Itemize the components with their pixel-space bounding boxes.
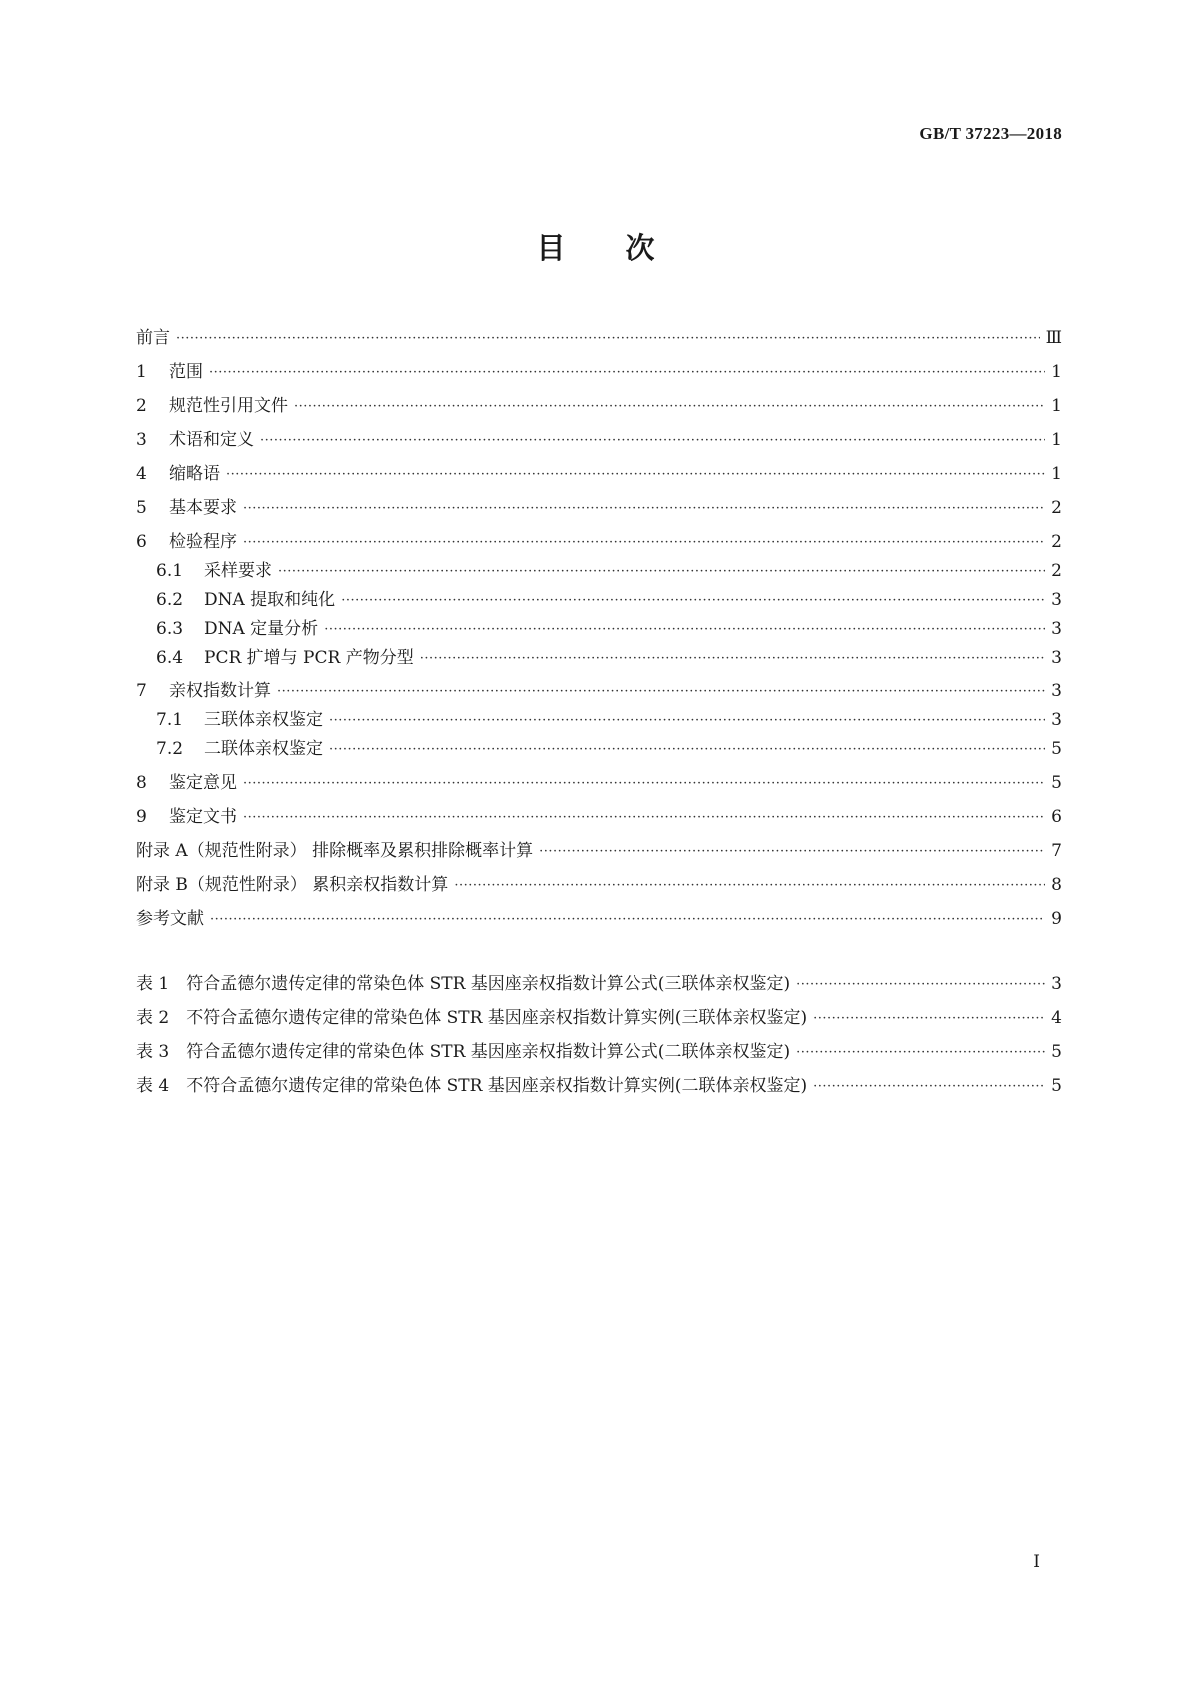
toc-label: 参考文献 [136,909,204,929]
dot-leader [277,681,1045,703]
toc-number: 7.2 [156,739,184,759]
toc-label: 检验程序 [169,532,237,552]
toc-number: 7 [136,681,147,701]
toc-number: 6.4 [156,648,184,668]
toc-number: 7.1 [156,710,184,730]
toc-page: 7 [1051,841,1062,861]
page-title: 目次 [536,231,715,265]
toc-page: 1 [1051,362,1062,382]
toc-number: 4 [136,464,147,484]
toc-number: 6.2 [156,590,184,610]
table-list-label: 表 4 不符合孟德尔遗传定律的常染色体 STR 基因座亲权指数计算实例(二联体亲权鉴定) [136,1076,808,1096]
standard-number: GB/T 37223—2018 [919,124,1062,143]
table-list-entry-3[interactable] [136,1040,1062,1064]
toc-page: 3 [1051,681,1062,701]
toc-label: 二联体亲权鉴定 [204,739,323,759]
dot-leader [813,1008,1045,1030]
toc-label: 亲权指数计算 [169,681,271,701]
toc-entry-4[interactable] [136,462,1062,486]
toc-page: 2 [1051,532,1062,552]
toc-label: 鉴定文书 [169,807,237,827]
table-list-page: 4 [1051,1008,1062,1028]
table-list-entry-1[interactable] [136,972,1062,996]
toc-entry-appendix-a[interactable] [136,839,1062,863]
toc-entry-7-2[interactable] [156,737,1062,761]
toc-page: 9 [1051,909,1062,929]
toc-entry-6[interactable] [136,530,1062,554]
dot-leader [210,909,1045,931]
dot-leader [329,710,1045,732]
toc-page: 3 [1051,619,1062,639]
toc-page: 6 [1051,807,1062,827]
toc-number: 1 [136,362,147,382]
toc-entry-8[interactable] [136,771,1062,795]
toc-page: 5 [1051,739,1062,759]
dot-leader [539,841,1045,863]
toc-page: 1 [1051,430,1062,450]
toc-label: 附录 A（规范性附录） 排除概率及累积排除概率计算 [136,841,534,861]
dot-leader [420,648,1045,670]
toc-entry-7[interactable] [136,679,1062,703]
toc-entry-foreword[interactable] [136,326,1062,350]
toc-label: 采样要求 [204,561,272,581]
toc-label: 基本要求 [169,498,237,518]
toc-number: 2 [136,396,147,416]
toc-entry-1[interactable] [136,360,1062,384]
table-list-label: 表 1 符合孟德尔遗传定律的常染色体 STR 基因座亲权指数计算公式(三联体亲权鉴定) [136,974,791,994]
toc-page: 3 [1051,710,1062,730]
toc-page: 3 [1051,648,1062,668]
toc-number: 6.1 [156,561,184,581]
toc-page: 2 [1051,498,1062,518]
toc-page: 3 [1051,590,1062,610]
toc-number: 9 [136,807,147,827]
dot-leader [176,328,1040,350]
toc-number: 5 [136,498,147,518]
toc-entry-7-1[interactable] [156,708,1062,732]
toc-number: 6.3 [156,619,184,639]
toc-entry-6-1[interactable] [156,559,1062,583]
dot-leader [796,1042,1045,1064]
dot-leader [243,532,1045,554]
toc-page: 1 [1051,464,1062,484]
toc-number: 6 [136,532,147,552]
dot-leader [278,561,1045,583]
toc-entry-3[interactable] [136,428,1062,452]
toc-entry-6-4[interactable] [156,646,1062,670]
toc-label: 缩略语 [169,464,220,484]
toc-number: 8 [136,773,147,793]
dot-leader [796,974,1045,996]
dot-leader [243,807,1045,829]
dot-leader [813,1076,1045,1098]
toc-label: DNA 定量分析 [204,619,319,639]
toc-entry-9[interactable] [136,805,1062,829]
dot-leader [243,498,1045,520]
dot-leader [294,396,1045,418]
dot-leader [329,739,1045,761]
toc-entry-references[interactable] [136,907,1062,931]
toc-entry-6-2[interactable] [156,588,1062,612]
toc-label: 鉴定意见 [169,773,237,793]
toc-label: 范围 [169,362,203,382]
toc-entry-6-3[interactable] [156,617,1062,641]
toc-page: Ⅲ [1045,328,1062,348]
dot-leader [243,773,1045,795]
table-list-entry-2[interactable] [136,1006,1062,1030]
table-list-page: 3 [1051,974,1062,994]
page-number: I [1033,1552,1040,1572]
toc-page: 8 [1051,875,1062,895]
table-list-label: 表 2 不符合孟德尔遗传定律的常染色体 STR 基因座亲权指数计算实例(三联体亲权鉴定) [136,1008,808,1028]
toc-entry-appendix-b[interactable] [136,873,1062,897]
dot-leader [260,430,1045,452]
table-list-page: 5 [1051,1042,1062,1062]
table-list-page: 5 [1051,1076,1062,1096]
toc-label: DNA 提取和纯化 [204,590,336,610]
table-list-label: 表 3 符合孟德尔遗传定律的常染色体 STR 基因座亲权指数计算公式(二联体亲权鉴定) [136,1042,791,1062]
toc-label: 三联体亲权鉴定 [204,710,323,730]
dot-leader [341,590,1045,612]
table-list-entry-4[interactable] [136,1074,1062,1098]
dot-leader [226,464,1045,486]
toc-label: 术语和定义 [169,430,254,450]
toc-page: 1 [1051,396,1062,416]
toc-number: 3 [136,430,147,450]
toc-entry-5[interactable] [136,496,1062,520]
toc-label: PCR 扩增与 PCR 产物分型 [204,648,414,668]
dot-leader [209,362,1045,384]
toc-label: 前言 [136,328,170,348]
toc-page: 5 [1051,773,1062,793]
toc-page: 2 [1051,561,1062,581]
toc-label: 附录 B（规范性附录） 累积亲权指数计算 [136,875,449,895]
dot-leader [454,875,1045,897]
toc-entry-2[interactable] [136,394,1062,418]
dot-leader [324,619,1045,641]
toc-label: 规范性引用文件 [169,396,288,416]
